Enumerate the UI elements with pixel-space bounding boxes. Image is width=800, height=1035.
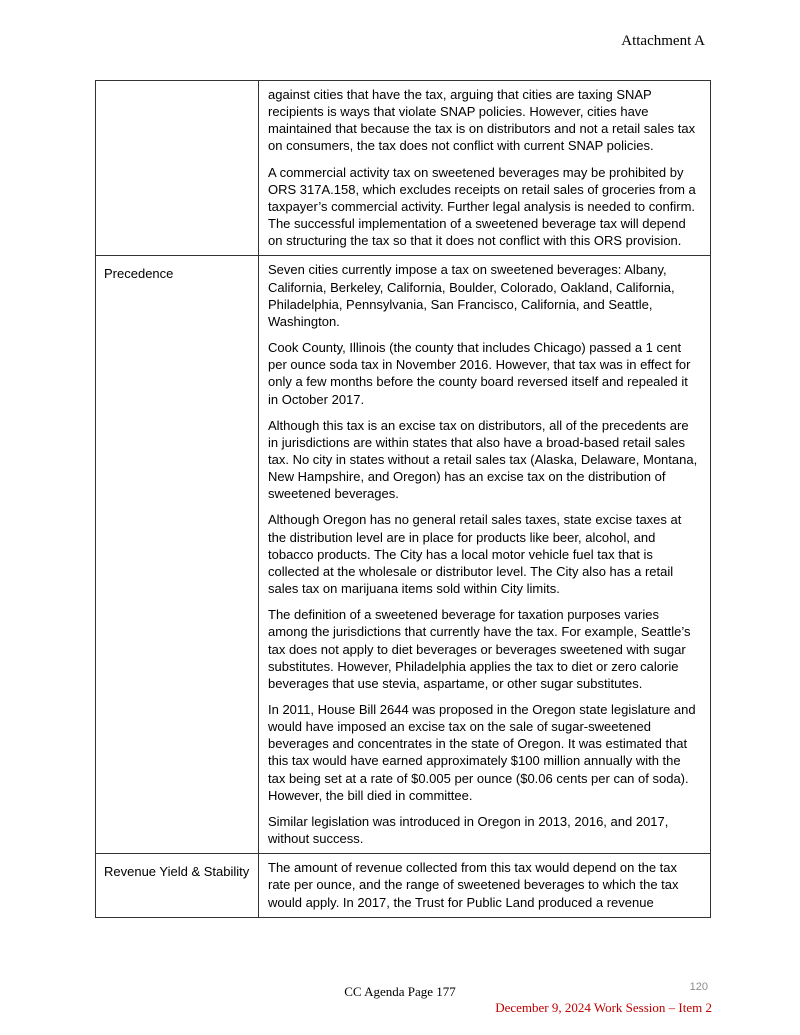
paragraph: A commercial activity tax on sweetened beverages may be prohibited by ORS 317A.158, which excludes receipts on retail sales of groceries from a taxpayer’s commercial activity. Further legal analysis is needed to confirm. The successful implementation of a sweetened beverage tax will depend on structuring the tax so that it does not conflict with this ORS provision. <box>268 164 696 249</box>
paragraph: Although Oregon has no general retail sales taxes, state excise taxes at the distribution level are in place for products like beer, alcohol, and tobacco products. The City has a local motor vehicle fuel tax that is collected at the wholesale or distributor level. The City also has a retail sales tax on marijuana items sold within City limits. <box>268 512 682 597</box>
paragraph: The amount of revenue collected from this tax would depend on the tax rate per ounce, and the range of sweetened beverages to which the tax would apply. In 2017, the Trust for Public Land produced a revenue <box>268 860 679 910</box>
paragraph: In 2011, House Bill 2644 was proposed in the Oregon state legislature and would have imposed an excise tax on the sale of sugar-sweetened beverages and concentrates in the state of Oregon. It was estimated that this tax would have earned approximately $100 million annually with the tax being set at a rate of $0.005 per ounce ($0.06 cents per can of soda). However, the bill died in committee. <box>268 702 696 803</box>
footer-work-session-label: December 9, 2024 Work Session – Item 2 <box>495 1000 712 1015</box>
row-label-revenue-yield-stability: Revenue Yield & Stability <box>96 854 259 917</box>
table-row-precedence <box>96 256 711 854</box>
paragraph: Cook County, Illinois (the county that includes Chicago) passed a 1 cent per ounce soda tax in November 2016. However, that tax was in effect for only a few months before the county board reversed itself and repealed it in October 2017. <box>268 340 691 407</box>
table-row-revenue <box>96 854 711 917</box>
table-row-continuation <box>96 81 711 256</box>
row-body-continuation <box>259 81 711 256</box>
row-label-empty <box>96 81 259 256</box>
page-number: 120 <box>689 981 708 993</box>
paragraph: Seven cities currently impose a tax on sweetened beverages: Albany, California, Berkeley, California, Boulder, Colorado, Oakland, California, Philadelphia, Pennsylvania, San Francisco, California, and Seattle, Washington. <box>268 262 675 329</box>
row-body-precedence <box>259 256 711 854</box>
footer-agenda-page: CC Agenda Page 177 <box>344 984 456 999</box>
content-table <box>95 80 711 918</box>
attachment-header: Attachment A <box>621 33 705 49</box>
row-label-precedence: Precedence <box>96 256 259 854</box>
paragraph: Although this tax is an excise tax on distributors, all of the precedents are in jurisdictions are within states that also have a broad-based retail sales tax. No city in states without a retail sales tax (Alaska, Delaware, Montana, New Hampshire, and Oregon) has an excise tax on the distribution of sweetened beverages. <box>268 417 698 502</box>
paragraph: against cities that have the tax, arguing that cities are taxing SNAP recipients is ways that violate SNAP policies. However, cities have maintained that because the tax is on distributors and not a retail sales tax on consumers, the tax does not conflict with current SNAP policies. <box>268 87 696 154</box>
paragraph: Similar legislation was introduced in Oregon in 2013, 2016, and 2017, without success. <box>268 813 669 847</box>
row-body-revenue <box>259 854 711 917</box>
paragraph: The definition of a sweetened beverage for taxation purposes varies among the jurisdictions that currently have the tax. For example, Seattle’s tax does not apply to diet beverages or beverages sweetened with sugar substitutes. However, Philadelphia applies the tax to diet or zero calorie beverages that use stevia, aspartame, or other sugar substitutes. <box>268 607 691 691</box>
